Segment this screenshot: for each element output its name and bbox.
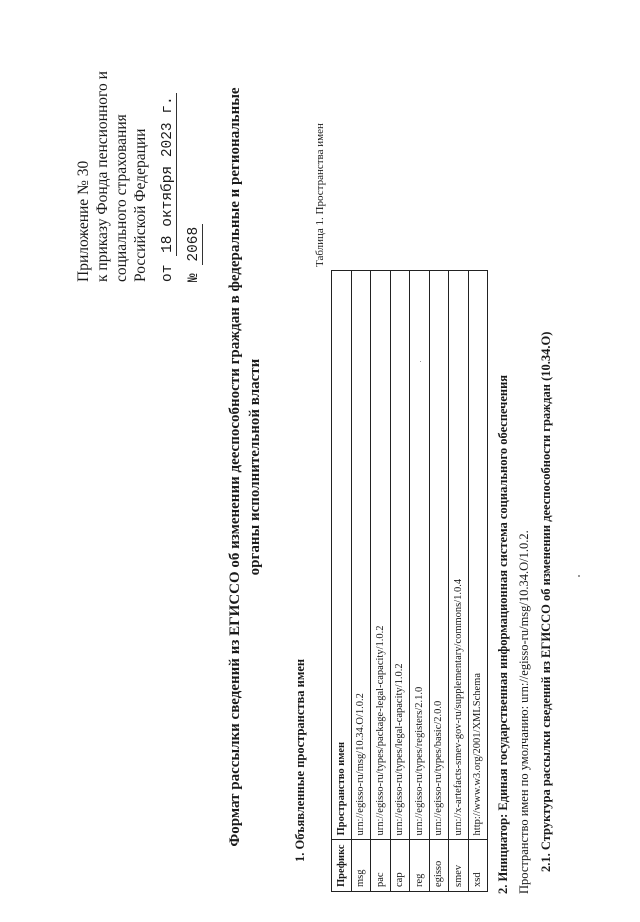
table-row bbox=[429, 271, 449, 892]
approval-line: социального страхования bbox=[113, 114, 130, 282]
approval-block bbox=[74, 71, 204, 282]
header-namespace: Пространство имен bbox=[332, 271, 352, 840]
scan-speck bbox=[420, 361, 421, 362]
document-title: Формат рассылки сведений из ЕГИССО об изменении дееспособности граждан в федеральные и региональные органы исполнительной власти bbox=[227, 87, 263, 847]
cell-prefix: cap bbox=[390, 840, 410, 892]
table-row bbox=[449, 271, 469, 892]
table-row bbox=[390, 271, 410, 892]
number-prefix: № bbox=[186, 273, 202, 282]
cell-prefix: xsd bbox=[468, 840, 488, 892]
cell-namespace: urn://egisso-ru/msg/10.34.O/1.0.2 bbox=[351, 271, 371, 840]
table-row bbox=[351, 271, 371, 892]
table-header-row bbox=[332, 271, 352, 892]
cell-namespace: http://www.w3.org/2001/XMLSchema bbox=[468, 271, 488, 840]
cell-prefix: reg bbox=[410, 840, 430, 892]
approval-line: Приложение № 30 bbox=[75, 160, 92, 282]
date-value: 18 октября 2023 г. bbox=[160, 93, 177, 256]
cell-prefix: egisso bbox=[429, 840, 449, 892]
number-value: 2068 bbox=[186, 224, 203, 265]
namespaces-table bbox=[331, 270, 488, 892]
approval-line: к приказу Фонда пенсионного и bbox=[94, 71, 111, 282]
date-prefix: от bbox=[160, 264, 176, 282]
approval-line: Российской Федерации bbox=[132, 128, 149, 282]
cell-prefix: smev bbox=[449, 840, 469, 892]
table-caption: Таблица 1. Пространства имен bbox=[314, 123, 326, 267]
section-heading-namespaces: 1. Объявленные пространства имен bbox=[293, 658, 307, 862]
cell-namespace: urn://egisso-ru/types/registers/2.1.0 bbox=[410, 271, 430, 840]
approval-date bbox=[159, 71, 178, 282]
table-row bbox=[371, 271, 391, 892]
approval-number bbox=[185, 71, 204, 282]
cell-namespace: urn://egisso-ru/types/package-legal-capacity/1.0.2 bbox=[371, 271, 391, 840]
cell-prefix: pac bbox=[371, 840, 391, 892]
table-row bbox=[468, 271, 488, 892]
default-namespace-text: Пространство имен по умолчанию: urn://egisso-ru/msg/10.34.O/1.0.2. bbox=[517, 530, 531, 894]
section-heading-initiator: 2. Инициатор: Единая государственная информационная система социального обеспечения bbox=[496, 374, 510, 894]
cell-prefix: msg bbox=[351, 840, 371, 892]
cell-namespace: urn://egisso-ru/types/legal-capacity/1.0.2 bbox=[390, 271, 410, 840]
subsection-heading-structure: 2.1. Структура рассылки сведений из ЕГИССО об изменении дееспособности граждан (10.34.O) bbox=[539, 331, 553, 872]
cell-namespace: urn://x-artefacts-smev-gov-ru/supplementary/commons/1.0.4 bbox=[449, 271, 469, 840]
table-row bbox=[410, 271, 430, 892]
header-prefix: Префикс bbox=[332, 840, 352, 892]
cell-namespace: urn://egisso-ru/types/basic/2.0.0 bbox=[429, 271, 449, 840]
scan-speck bbox=[578, 575, 580, 577]
